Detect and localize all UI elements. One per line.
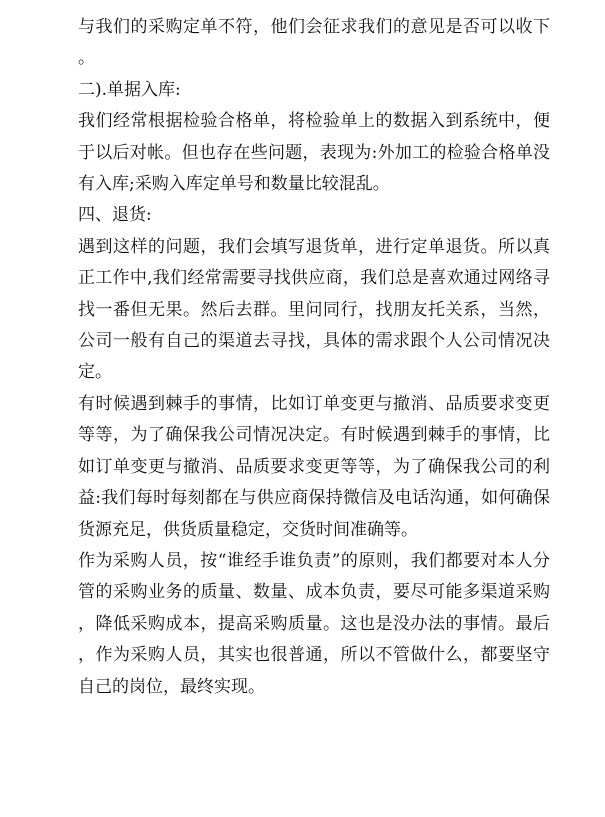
paragraph-purchaser-responsibility: 作为采购人员，按“谁经手谁负责”的原则，我们都要对本人分管的采购业务的质量、数量、成本负责，要尽可能多渠道采购，降低采购成本，提高采购质量。这也是没办法的事情。最后，作为采购人员，其实也很普通，所以不管做什么，都要坚守自己的岗位，最终实现。	[78, 550, 550, 697]
paragraph-returns: 遇到这样的问题，我们会填写退货单，进行定单退货。所以真正工作中,我们经常需要寻找供应商，我们总是喜欢通过网络寻找一番但无果。然后去群。里问同行，找朋友托关系，当然，公司一般有自己的渠道去寻找，具体的需求跟个人公司情况决定。	[78, 236, 550, 383]
section-heading-document-storage: 二).单据入库:	[78, 79, 181, 100]
section-heading-returns: 四、退货:	[78, 205, 152, 226]
paragraph-difficult-matters: 有时候遇到棘手的事情，比如订单变更与撤消、品质要求变更等等，为了确保我公司情况决定。有时候遇到棘手的事情，比如订单变更与撤消、品质要求变更等等，为了确保我公司的利益:我们每时每刻都在与供应商保持微信及电话沟通，如何确保货源充足，供货质量稳定，交货时间准确等。	[78, 393, 550, 540]
paragraph-document-storage: 我们经常根据检验合格单，将检验单上的数据入到系统中，便于以后对帐。但也存在些问题，表现为:外加工的检验合格单没有入库;采购入库定单号和数量比较混乱。	[78, 111, 550, 195]
document-page	[78, 12, 550, 703]
paragraph-continuation: 与我们的采购定单不符，他们会征求我们的意见是否可以收下。	[78, 17, 550, 69]
